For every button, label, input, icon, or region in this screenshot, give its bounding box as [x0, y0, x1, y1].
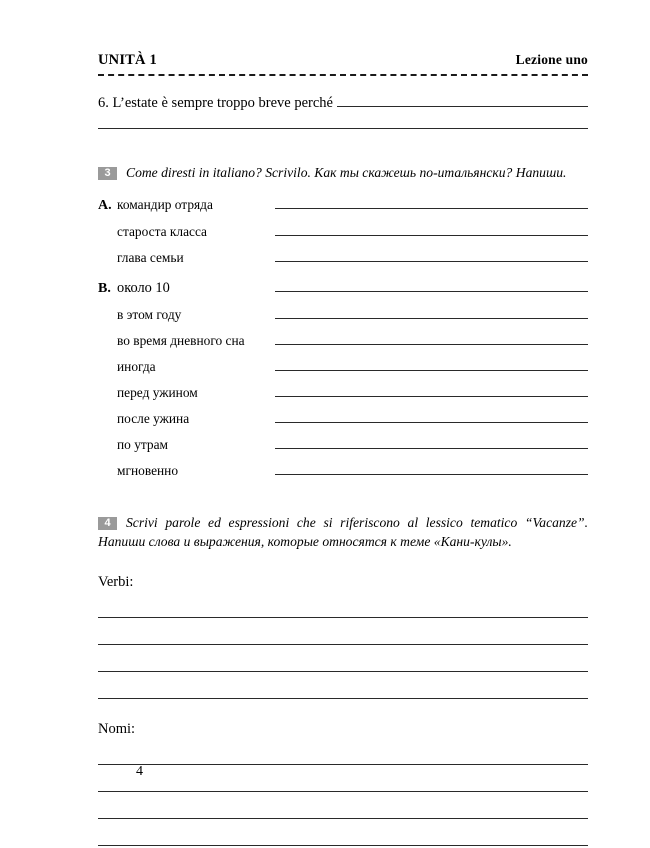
- answer-line[interactable]: [98, 764, 588, 765]
- exercise-4-prompt-ru: Напиши слова и выражения, которые относятся к теме «Кани-кулы».: [98, 534, 512, 550]
- list-item: [98, 224, 588, 240]
- answer-line[interactable]: [275, 386, 588, 397]
- answer-line[interactable]: [275, 438, 588, 449]
- question-6-answer-line-2[interactable]: [98, 128, 588, 129]
- term-text: перед ужином: [117, 384, 198, 400]
- answer-line[interactable]: [98, 698, 588, 699]
- exercise-3-prompt-it: Come diresti in italiano? Scrivilo.: [126, 165, 311, 180]
- question-6-text: 6. L’estate è sempre troppo breve perché: [98, 95, 333, 111]
- list-item: [98, 463, 588, 479]
- list-item: [98, 250, 588, 266]
- answer-line[interactable]: [98, 818, 588, 819]
- term-text: глава семьи: [117, 249, 184, 265]
- header-divider: [98, 74, 588, 77]
- answer-line[interactable]: [275, 412, 588, 423]
- exercise-3-heading: [98, 163, 588, 183]
- list-item: [98, 437, 588, 453]
- list-item: [98, 280, 588, 297]
- group-a-label: A.: [98, 197, 112, 213]
- group-b-label: B.: [98, 280, 111, 296]
- exercise-3-prompt-ru: Как ты скажешь по-итальянски? Напиши.: [314, 165, 567, 180]
- term-text: во время дневного сна: [117, 332, 245, 348]
- term-text: в этом году: [117, 306, 182, 322]
- unit-title: UNITÀ 1: [98, 52, 158, 68]
- term-text: командир отряда: [117, 196, 213, 212]
- answer-line[interactable]: [275, 225, 588, 236]
- term-text: по утрам: [117, 436, 169, 452]
- lesson-title: Lezione uno: [515, 52, 588, 67]
- page-header: [98, 52, 588, 69]
- term-text: после ужина: [117, 410, 190, 426]
- exercise-3-number: 3: [98, 167, 117, 180]
- answer-line[interactable]: [275, 281, 588, 292]
- answer-line[interactable]: [98, 617, 588, 618]
- nomi-answer-lines: [98, 764, 588, 846]
- question-6: [98, 94, 588, 112]
- exercise-3-group-b: [98, 280, 588, 479]
- list-item: [98, 197, 588, 214]
- exercise-4-number: 4: [98, 517, 117, 530]
- exercise-4-prompt-it: Scrivi parole ed espressioni che si riferiscono al lessico tematico “Vacanze”.: [126, 514, 588, 530]
- term-text: мгновенно: [117, 462, 179, 478]
- answer-line[interactable]: [98, 791, 588, 792]
- list-item: [98, 411, 588, 427]
- answer-line[interactable]: [98, 671, 588, 672]
- section-label-verbi: Verbi:: [98, 574, 134, 591]
- answer-line[interactable]: [275, 308, 588, 319]
- list-item: [98, 359, 588, 375]
- answer-line[interactable]: [275, 464, 588, 475]
- answer-line[interactable]: [98, 845, 588, 846]
- exercise-4-heading: [98, 513, 588, 552]
- section-label-nomi: Nomi:: [98, 721, 136, 738]
- answer-line[interactable]: [275, 334, 588, 345]
- answer-line[interactable]: [275, 198, 588, 209]
- page-number: 4: [136, 764, 143, 779]
- question-6-answer-line[interactable]: [337, 94, 588, 107]
- term-text: староста класса: [117, 223, 208, 239]
- term-text: около 10: [117, 279, 170, 296]
- term-text: иногда: [117, 358, 156, 374]
- verbi-answer-lines: [98, 617, 588, 699]
- answer-line[interactable]: [98, 644, 588, 645]
- page-content: [98, 52, 588, 846]
- exercise-3-group-a: [98, 197, 588, 266]
- list-item: [98, 385, 588, 401]
- answer-line[interactable]: [275, 251, 588, 262]
- list-item: [98, 333, 588, 349]
- answer-line[interactable]: [275, 360, 588, 371]
- list-item: [98, 307, 588, 323]
